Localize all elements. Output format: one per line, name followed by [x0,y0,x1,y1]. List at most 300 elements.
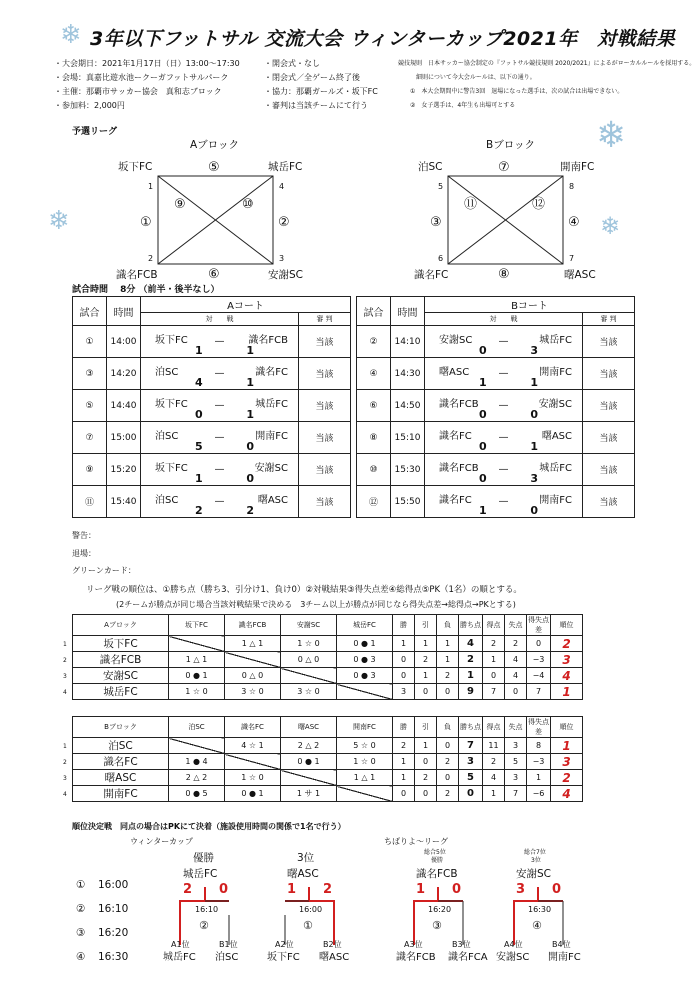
info-closing: ・閉会式／全ゲーム終了後 [264,73,360,82]
match-row [357,390,635,422]
slot-mark: ① [76,879,86,891]
block-b-title: Bブロック [486,139,535,151]
goals-for: 2 [483,754,505,770]
standings-row [73,684,583,700]
goal-diff: −3 [527,754,551,770]
match-time: 16:00 [299,905,323,914]
goals-for: 2 [483,636,505,652]
goals-for: 7 [483,684,505,700]
matchup [141,391,298,421]
result-cell: 0 ● 5 [169,786,225,802]
col-match: 試合 [73,297,107,326]
corner-number: 3 [279,254,285,263]
seed-right: B4位 [552,940,571,949]
team-name-text: 識名FC [103,756,138,768]
home-score: 0 [479,343,487,357]
rank: 1 [551,738,583,754]
matchup [425,423,582,453]
block-label: Aブロック [73,615,169,636]
match-time: 15:50 [391,486,425,518]
matchup [141,327,298,357]
matchup [425,455,582,485]
match-mark: ⑪ [464,197,478,212]
rank: 4 [551,668,583,684]
points: 2 [459,652,483,668]
col-header: 負 [437,717,459,738]
winner-team: 城岳FC [183,868,218,880]
snowflake-icon: ❄ [60,20,82,50]
team-left: 城岳FC [163,952,196,963]
match-mark: ⑨ [174,197,186,212]
col-header: 勝 [393,717,415,738]
draws: 1 [415,636,437,652]
col-header: 開南FC [337,717,393,738]
match-time: 14:20 [107,358,141,390]
result-cell: 0 △ 0 [281,652,337,668]
standings-row [73,738,583,754]
team-left: 識名FCB [396,952,436,963]
team-name [63,668,169,684]
match-row [73,358,351,390]
snowflake-icon: ❄ [600,212,621,240]
points: 0 [459,786,483,802]
col-header: 得点 [483,615,505,636]
home-team: 識名FC [439,430,472,442]
rule-line: ① 本大会期間中に警告3回 退場になった選手は、次の試合は出場できない。 [410,88,624,95]
draws: 0 [415,684,437,700]
col-header: 失点 [505,615,527,636]
match-number: ② [357,326,391,358]
match-row [357,358,635,390]
rank: 4 [551,786,583,802]
col-header: 引 [415,717,437,738]
info-referee: ・審判は当該チームにて行う [264,101,368,110]
corner-number: 6 [438,254,444,263]
result-cell: 0 ● 3 [337,652,393,668]
home-score: 1 [479,375,487,389]
match-time: 14:40 [107,390,141,422]
team-left: 安謝SC [496,952,530,963]
sendoff-label: 退場： [72,549,96,558]
result-cell: 1 ☆ 0 [337,754,393,770]
away-team: 開南FC [539,494,572,506]
home-score: 2 [195,503,203,517]
greencard-label: グリーンカード： [72,566,136,575]
winter-cup-label: ウィンターカップ [130,837,193,846]
prelim-title: 予選リーグ [72,127,118,137]
slot-mark: ④ [76,951,86,963]
match-time: 16:20 [428,905,452,914]
slot-time: 16:30 [98,951,129,963]
result-cell: 1 ● 4 [169,754,225,770]
team-name-text: 識名FCB [99,654,142,666]
match-number: ⑦ [73,422,107,454]
vs-dash: — [214,399,225,411]
corner-number: 2 [148,254,154,263]
team-name [63,754,169,770]
match-time: 試合時間 8分 （前半・後半なし） [72,285,220,295]
col-header: 得点 [483,717,505,738]
match-time: 14:30 [391,358,425,390]
match-cell [141,358,299,390]
match-mark: ① [303,919,313,932]
col-ref: 審 判 [299,313,351,326]
vs-dash: — [214,431,225,443]
row-number: 2 [63,759,67,766]
matchup [141,423,298,453]
rank: 1 [551,684,583,700]
away-score: 0 [530,503,538,517]
vs-dash: — [498,399,509,411]
away-score: 0 [530,407,538,421]
matchup [425,359,582,389]
team-right: 曙ASC [319,952,350,963]
draws: 2 [415,652,437,668]
vs-dash: — [498,495,509,507]
match-cell [141,422,299,454]
referee: 当該 [583,486,635,518]
match-time: 14:10 [391,326,425,358]
result-cell: 3 ☆ 0 [281,684,337,700]
col-vs: 対 戦 [141,313,299,326]
points: 7 [459,738,483,754]
vs-dash: — [498,335,509,347]
winner-team: 安謝SC [516,868,551,880]
team-label: 開南FC [560,161,595,173]
match-time: 15:00 [107,422,141,454]
col-header: 安謝SC [281,615,337,636]
vs-dash: — [214,367,225,379]
away-team: 城岳FC [255,398,288,410]
seed-right: B2位 [323,940,342,949]
match-number: ⑫ [357,486,391,518]
court-title: Aコート [141,297,351,313]
team-name-text: 坂下FC [103,638,138,650]
placement-head: 3位 [297,852,315,864]
match-time: 15:20 [107,454,141,486]
col-header: 勝 [393,615,415,636]
goals-against: 2 [505,636,527,652]
standings-row [73,770,583,786]
match-cell [141,486,299,518]
match-row [357,454,635,486]
vs-dash: — [498,367,509,379]
team-name [63,738,169,754]
col-header: 曙ASC [281,717,337,738]
winner-team: 曙ASC [287,868,319,880]
draws: 0 [415,786,437,802]
team-name-text: 城岳FC [103,686,138,698]
losses: 1 [437,652,459,668]
home-score: 0 [479,407,487,421]
col-header: 順位 [551,615,583,636]
block-label: Bブロック [73,717,169,738]
self-cell [281,668,337,684]
score-right: 0 [219,882,229,897]
result-cell: 1 △ 1 [225,636,281,652]
info-organizer: ・主催：那覇市サッカー協会 真和志ブロック [54,87,222,96]
standings-header [73,717,583,738]
team-label: 安謝SC [268,269,303,281]
col-header: 得失点差 [528,616,549,634]
final-title: 順位決定戦 同点の場合はPKにて決着（施設使用時間の関係で1名で行う） [72,822,346,831]
goals-against: 3 [505,738,527,754]
result-cell: 2 △ 2 [169,770,225,786]
home-score: 0 [195,407,203,421]
home-team: 坂下FC [155,398,188,410]
goal-diff: 0 [527,636,551,652]
caution-label: 警告： [72,531,96,540]
match-mark: ⑧ [498,267,510,282]
rank: 2 [551,636,583,652]
team-label: 泊SC [418,161,443,173]
referee: 当該 [583,422,635,454]
match-cell [425,390,583,422]
away-score: 3 [530,471,538,485]
placement-head: 総合7位 [524,849,546,856]
standings-header [73,615,583,636]
wins: 1 [393,754,415,770]
team-label: 識名FCB [116,269,158,281]
col-header: 引 [415,615,437,636]
home-score: 5 [195,439,203,453]
team-left: 坂下FC [267,952,300,963]
match-number: ⑧ [357,422,391,454]
home-team: 識名FC [439,494,472,506]
match-cell [141,326,299,358]
placement-sub: 優勝 [431,857,444,864]
team-name-text: 安謝SC [103,670,138,682]
page-title: 3年以下フットサル 交流大会 ウィンターカップ2021年 対戦結果 [90,28,676,50]
row-number: 1 [63,641,67,648]
match-cell [425,358,583,390]
rule-line: ② 女子選手は、4年生も出場可とする [410,102,516,109]
home-score: 1 [195,471,203,485]
vs-dash: — [214,495,225,507]
match-number: ④ [357,358,391,390]
goals-against: 4 [505,668,527,684]
score-left: 3 [516,882,526,897]
standings-b-table [63,716,583,802]
score-right: 0 [452,882,462,897]
losses: 2 [437,786,459,802]
goals-against: 7 [505,786,527,802]
match-mark: ② [199,919,209,932]
col-header: 識名FCB [225,615,281,636]
team-label: 曙ASC [564,269,596,281]
away-team: 開南FC [539,366,572,378]
match-mark: ④ [568,215,580,230]
col-vs: 対 戦 [425,313,583,326]
matchup [141,455,298,485]
standings-row [73,652,583,668]
match-time: 14:00 [107,326,141,358]
match-number: ⑩ [357,454,391,486]
match-cell [141,390,299,422]
goal-diff: 7 [527,684,551,700]
vs-dash: — [214,463,225,475]
row-number: 4 [63,791,67,798]
col-header: 順位 [551,717,583,738]
match-row [357,486,635,518]
result-cell: 2 △ 2 [281,738,337,754]
col-match: 試合 [357,297,391,326]
draws: 1 [415,668,437,684]
goal-diff: 1 [527,770,551,786]
match-row [357,422,635,454]
match-number: ⑪ [73,486,107,518]
losses: 0 [437,738,459,754]
col-header: 坂下FC [169,615,225,636]
seed-right: B3位 [452,940,471,949]
wins: 2 [393,738,415,754]
court-b-table [356,296,635,518]
home-team: 泊SC [155,494,179,506]
snowflake-icon: ❄ [596,115,627,156]
row-number: 3 [63,775,67,782]
home-score: 1 [479,503,487,517]
home-score: 4 [195,375,203,389]
result-cell: 0 ● 1 [281,754,337,770]
home-team: 識名FCB [439,462,479,474]
goal-diff: −3 [527,652,551,668]
wins: 0 [393,652,415,668]
losses: 1 [437,636,459,652]
col-time: 時間 [107,297,141,326]
match-number: ① [73,326,107,358]
block-a-title: Aブロック [190,139,239,151]
vs-dash: — [498,463,509,475]
info-opening: ・開会式・なし [264,59,320,68]
away-team: 安謝SC [254,462,288,474]
away-team: 曙ASC [541,430,572,442]
goals-against: 4 [505,652,527,668]
rank: 3 [551,652,583,668]
matchup [425,391,582,421]
vs-dash: — [498,431,509,443]
standings-row [73,668,583,684]
away-team: 識名FC [255,366,288,378]
score-left: 1 [287,882,297,897]
slot-mark: ③ [76,927,86,939]
col-header: 得失点差 [528,718,549,736]
goal-diff: 8 [527,738,551,754]
home-team: 泊SC [155,366,179,378]
team-name-text: 開南FC [103,788,138,800]
winner-team: 識名FCB [416,868,458,880]
match-number: ⑨ [73,454,107,486]
match-cell [425,422,583,454]
referee: 当該 [583,326,635,358]
row-number: 1 [63,743,67,750]
col-time: 時間 [391,297,425,326]
result-cell: 3 ☆ 0 [225,684,281,700]
match-cell [425,454,583,486]
referee: 当該 [299,454,351,486]
team-name [63,770,169,786]
away-team: 開南FC [255,430,288,442]
team-label: 坂下FC [118,161,153,173]
match-mark: ② [278,215,290,230]
away-score: 3 [530,343,538,357]
team-name [63,636,169,652]
col-header: 城岳FC [337,615,393,636]
match-number: ⑤ [73,390,107,422]
goals-against: 3 [505,770,527,786]
referee: 当該 [299,486,351,518]
matchup [141,359,298,389]
team-label: 識名FC [414,269,449,281]
away-team: 曙ASC [257,494,288,506]
corner-number: 5 [438,182,444,191]
result-cell: 5 ☆ 0 [337,738,393,754]
col-header: 勝ち点 [459,615,483,636]
score-right: 0 [552,882,562,897]
info-fee: ・参加料：2,000円 [54,101,125,110]
standings-row [73,636,583,652]
match-time: 14:50 [391,390,425,422]
match-mark: ④ [532,919,542,932]
draws: 1 [415,738,437,754]
corner-number: 1 [148,182,154,191]
col-header: 勝ち点 [459,717,483,738]
slot-time: 16:00 [98,879,129,891]
ranking-note: (2チームが勝点が同じ場合当該対戦結果で決める 3チーム以上が勝点が同じなら得失点差→総得点→PKとする) [116,600,516,609]
away-score: 0 [246,471,254,485]
away-team: 城岳FC [539,334,572,346]
match-time: 15:10 [391,422,425,454]
home-team: 安謝SC [439,334,473,346]
match-time: 16:30 [528,905,552,914]
losses: 0 [437,684,459,700]
result-cell: 4 ☆ 1 [225,738,281,754]
home-score: 0 [479,439,487,453]
match-time: 15:30 [391,454,425,486]
match-time: 16:10 [195,905,219,914]
referee: 当該 [583,390,635,422]
row-number: 4 [63,689,67,696]
away-score: 1 [530,375,538,389]
corner-number: 8 [569,182,575,191]
col-header: 失点 [505,717,527,738]
wins: 0 [393,786,415,802]
wins: 1 [393,770,415,786]
match-mark: ① [140,215,152,230]
match-row [73,390,351,422]
team-name [63,652,169,668]
snowflake-icon: ❄ [48,206,70,236]
goal-diff: −4 [527,668,551,684]
row-number: 2 [63,657,67,664]
slot-time: 16:20 [98,927,129,939]
row-number: 3 [63,673,67,680]
team-name [63,786,169,802]
col-header: 負 [437,615,459,636]
result-cell: 0 ● 3 [337,668,393,684]
seed-left: A4位 [504,940,523,949]
seed-left: A3位 [404,940,423,949]
match-mark: ③ [432,919,442,932]
away-score: 1 [246,407,254,421]
match-cell [425,486,583,518]
home-score: 0 [479,471,487,485]
result-cell: 0 ● 1 [225,786,281,802]
home-team: 坂下FC [155,334,188,346]
referee: 当該 [583,358,635,390]
self-cell [169,738,225,754]
match-cell [141,454,299,486]
chibariyo-league-label: ちばりよ～リーグ [384,837,448,846]
